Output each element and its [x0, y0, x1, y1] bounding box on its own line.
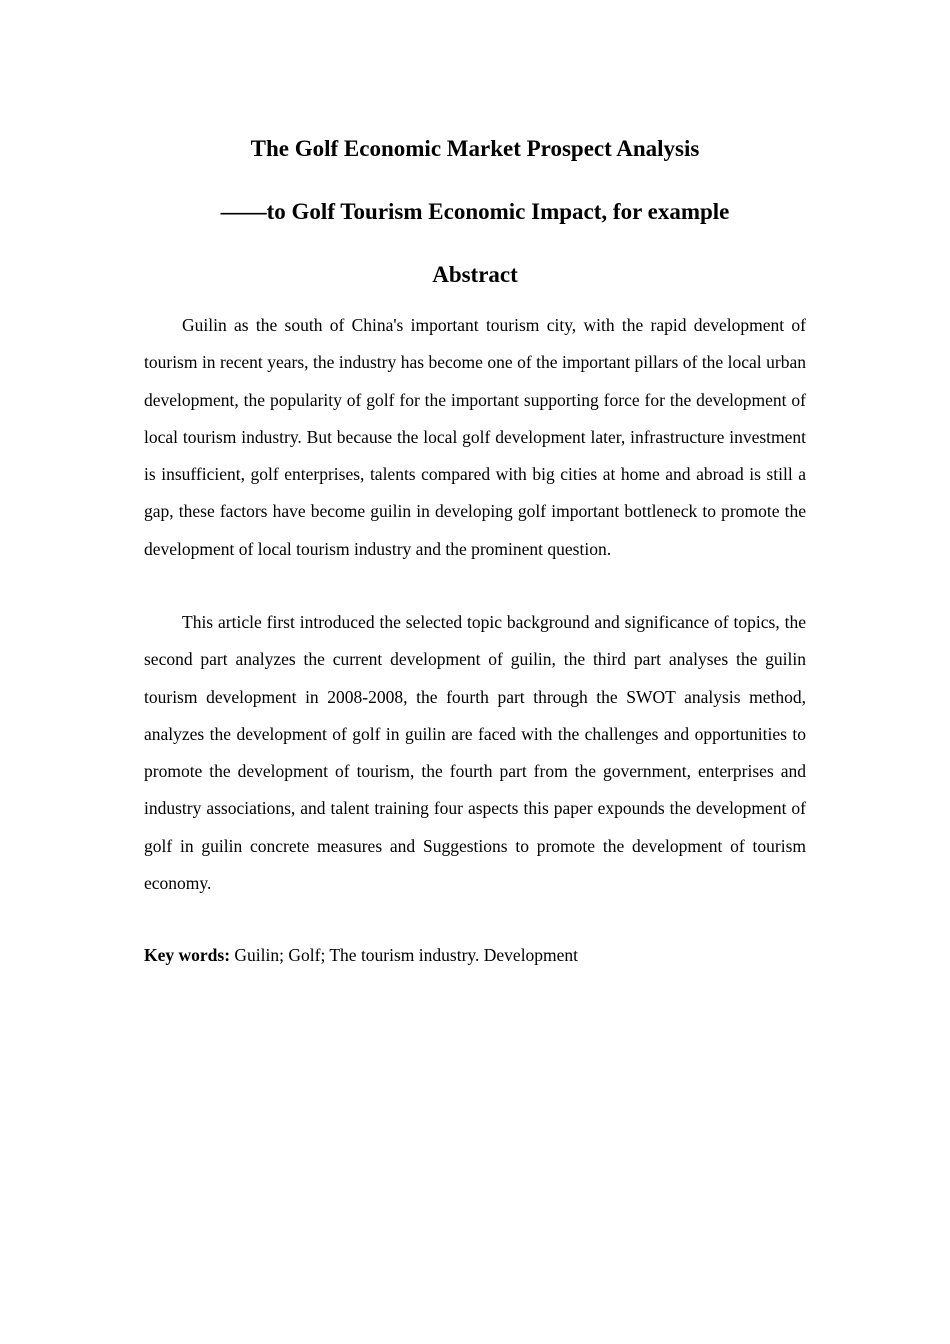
page-subtitle: ——to Golf Tourism Economic Impact, for example	[220, 199, 730, 224]
keywords-line	[144, 940, 806, 970]
abstract-paragraph-2: This article first introduced the selected topic background and significance of topics, the second part analyzes the current development of guilin, the third part analyses the guilin tourism development in 2008-2008, the fourth part through the SWOT analysis method, analyzes the development of golf in guilin are faced with the challenges and opportunities to promote the development of tourism, the fourth part from the government, enterprises and industry associations, and talent training four aspects this paper expounds the development of golf in guilin concrete measures and Suggestions to promote the development of tourism economy.	[144, 612, 806, 894]
keywords-text: Guilin; Golf; The tourism industry. Development	[230, 945, 579, 965]
abstract-paragraph-1: Guilin as the south of China's important tourism city, with the rapid development of tourism in recent years, the industry has become one of the important pillars of the local urban development, the popularity of golf for the important supporting force for the development of local tourism industry. But because the local golf development later, infrastructure investment is insufficient, golf enterprises, talents compared with big cities at home and abroad is still a gap, these factors have become guilin in developing golf important bottleneck to promote the development of local tourism industry and the prominent question.	[144, 315, 806, 559]
keywords-label: Key words:	[144, 945, 231, 965]
page-title: The Golf Economic Market Prospect Analysis	[250, 136, 700, 161]
abstract-heading: Abstract	[432, 262, 518, 287]
